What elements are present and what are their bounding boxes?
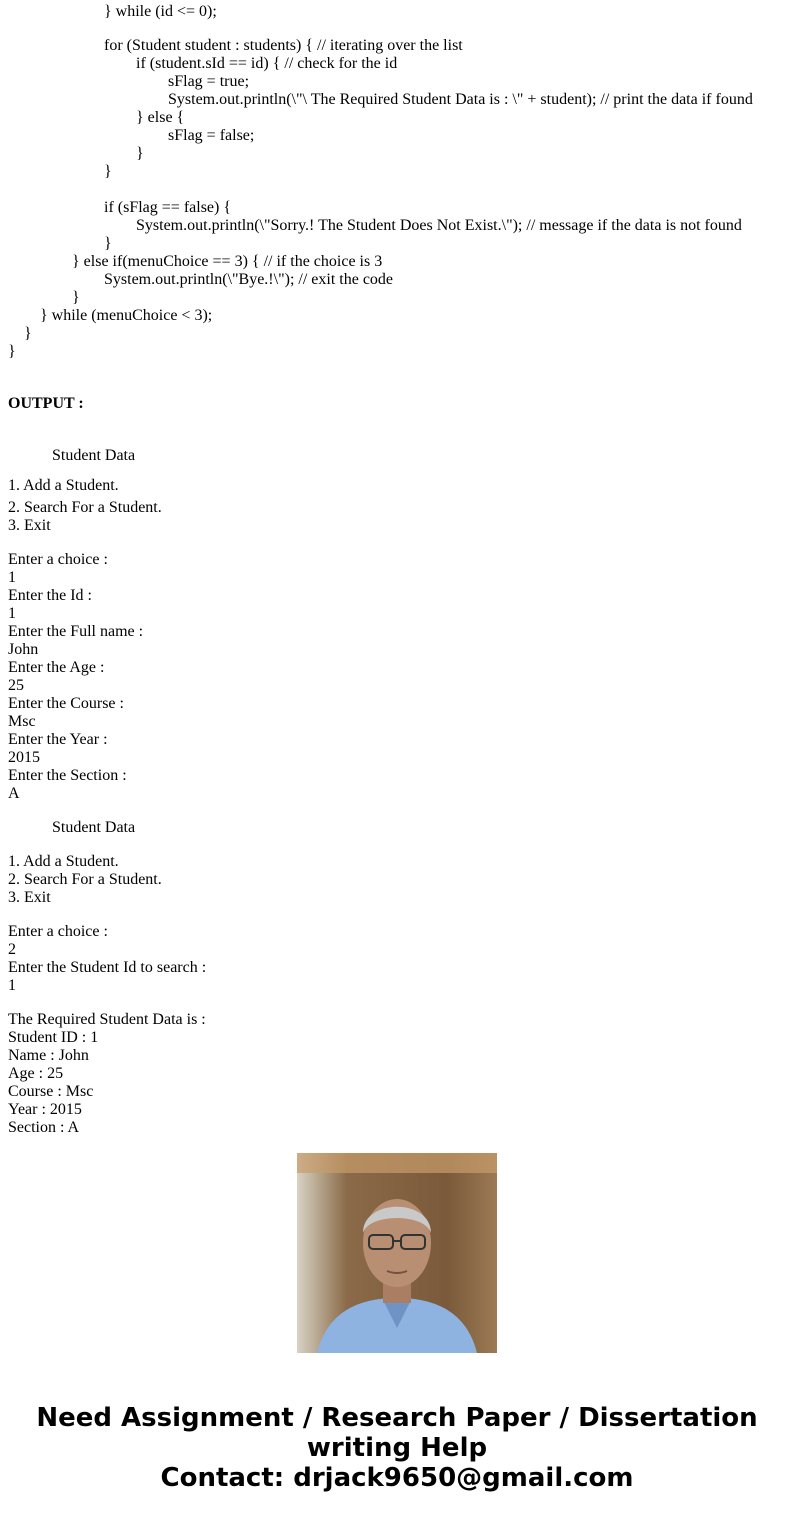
author-avatar [297, 1153, 497, 1353]
output-line: A [8, 785, 20, 802]
output-line: 2015 [8, 749, 40, 766]
result-line: The Required Student Data is : [8, 1011, 206, 1028]
code-line: } while (id <= 0); [72, 3, 217, 20]
result-line: Course : Msc [8, 1083, 94, 1100]
promo-line-1: Need Assignment / Research Paper / Dissertation [36, 1403, 758, 1433]
code-line: } while (menuChoice < 3); [40, 307, 213, 324]
output-line: John [8, 641, 39, 658]
code-line: System.out.println(\"\ The Required Student Data is : \" + student); // print the data if found [104, 91, 753, 108]
output-line: 2 [8, 941, 16, 958]
code-line: if (sFlag == false) { [72, 199, 232, 216]
output-heading: OUTPUT : [8, 395, 84, 412]
code-line: } [72, 235, 112, 252]
code-line: sFlag = true; [104, 73, 250, 90]
output-line: Msc [8, 713, 36, 730]
code-line: } else { [88, 109, 185, 126]
menu-item: 3. Exit [8, 517, 51, 534]
output-line: Enter the Year : [8, 731, 108, 748]
menu-item: 1. Add a Student. [8, 477, 119, 494]
menu-item: 1. Add a Student. [8, 853, 119, 870]
result-line: Student ID : 1 [8, 1029, 99, 1046]
output-line: 1 [8, 977, 16, 994]
code-line: System.out.println(\"Sorry.! The Student Does Not Exist.\"); // message if the data is not found [88, 217, 742, 234]
output-title: Student Data [52, 447, 136, 464]
code-line: } [72, 163, 112, 180]
output-title: Student Data [52, 819, 136, 836]
menu-item: 2. Search For a Student. [8, 499, 162, 516]
menu-item: 2. Search For a Student. [8, 871, 162, 888]
output-line: Enter the Full name : [8, 623, 144, 640]
output-line: Enter the Id : [8, 587, 92, 604]
code-line: } [24, 325, 32, 342]
code-line: } else if(menuChoice == 3) { // if the choice is 3 [56, 253, 383, 270]
promo-line-3: Contact: drjack9650@gmail.com [160, 1463, 634, 1493]
code-line: System.out.println(\"Bye.!\"); // exit the code [72, 271, 394, 288]
result-line: Year : 2015 [8, 1101, 82, 1118]
output-line: 25 [8, 677, 24, 694]
person-photo-icon [297, 1153, 497, 1353]
output-line: Enter the Age : [8, 659, 105, 676]
promo-line-2: writing Help [306, 1433, 488, 1463]
result-line: Age : 25 [8, 1065, 64, 1082]
code-line: for (Student student : students) { // iterating over the list [72, 37, 463, 54]
output-line: 1 [8, 569, 16, 586]
output-line: Enter a choice : [8, 551, 108, 568]
result-line: Name : John [8, 1047, 89, 1064]
code-line: sFlag = false; [104, 127, 255, 144]
output-line: Enter a choice : [8, 923, 108, 940]
code-line: if (student.sId == id) { // check for the id [88, 55, 398, 72]
promo-banner [0, 1403, 794, 1493]
output-line: Enter the Section : [8, 767, 127, 784]
output-line: Enter the Student Id to search : [8, 959, 207, 976]
menu-item: 3. Exit [8, 889, 51, 906]
code-line: } [56, 289, 80, 306]
result-line: Section : A [8, 1119, 80, 1136]
code-line: } [88, 145, 144, 162]
output-line: 1 [8, 605, 16, 622]
output-line: Enter the Course : [8, 695, 124, 712]
code-line: } [8, 343, 16, 360]
